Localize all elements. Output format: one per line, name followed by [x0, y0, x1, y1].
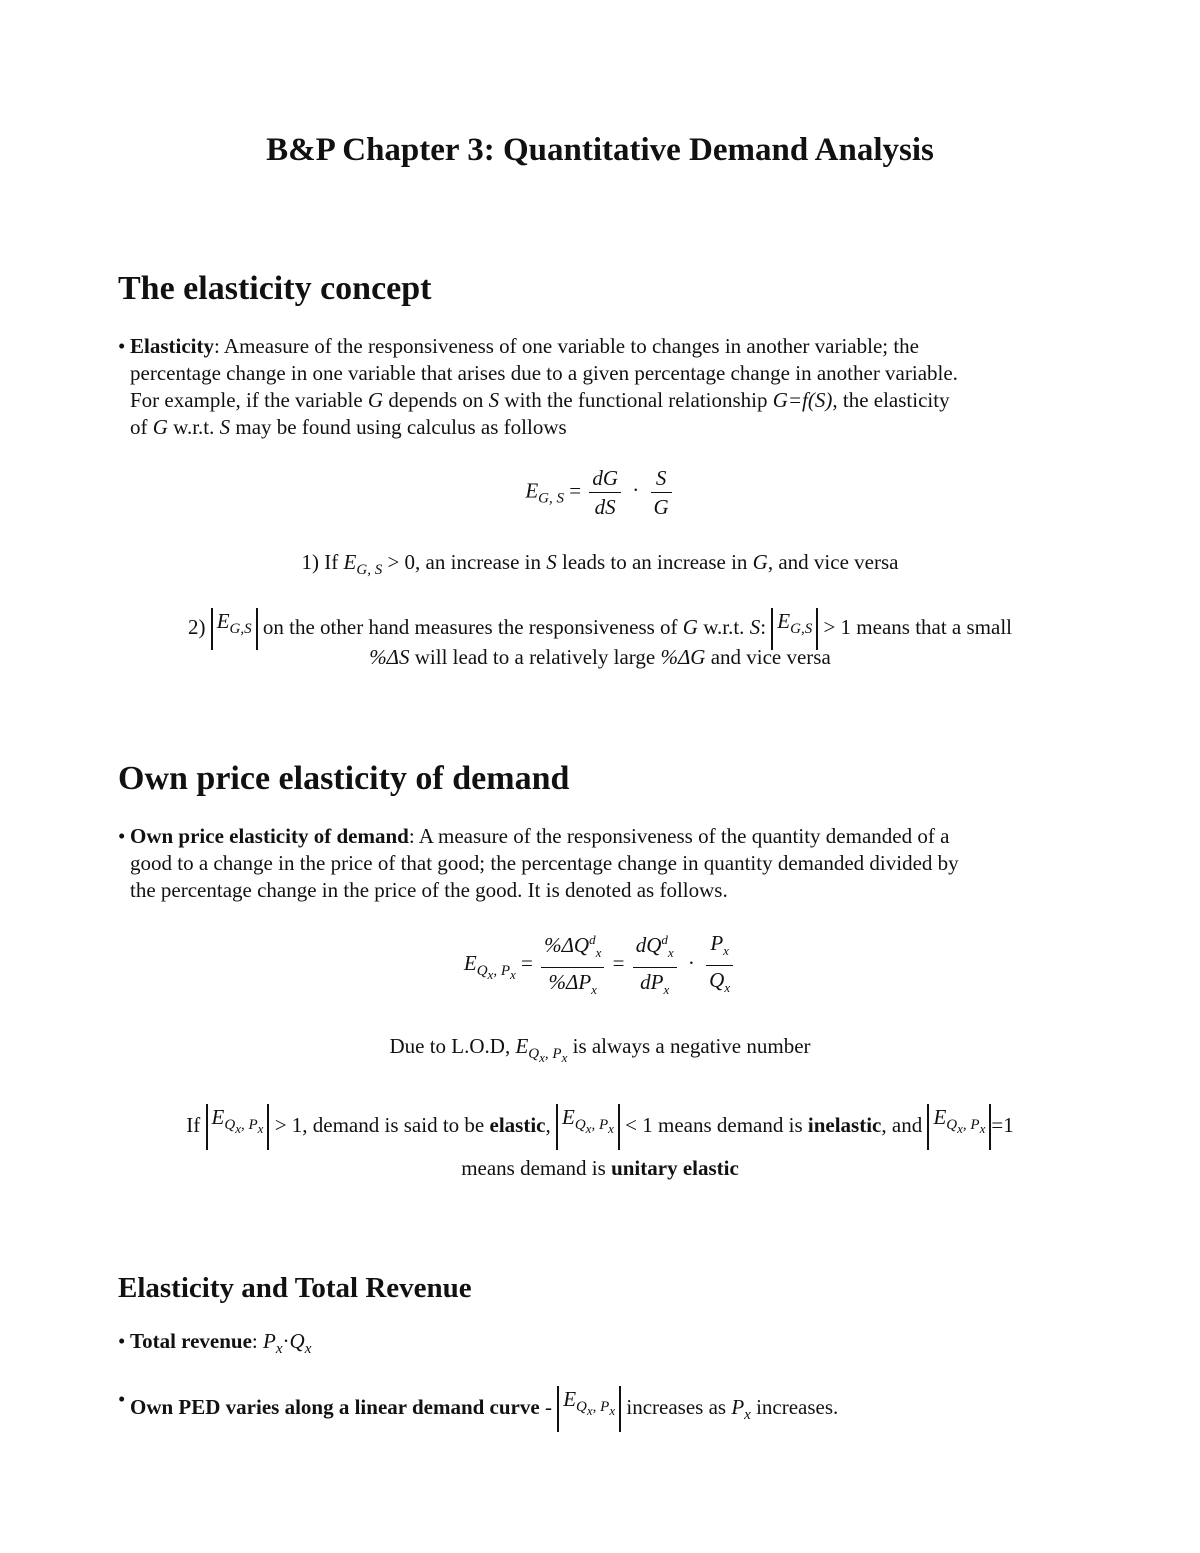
definition-line-1: Own price elasticity of demand: A measure of the responsiveness of the quantity demanded of a — [130, 824, 950, 848]
definition-line-2: percentage change in one variable that arises due to a given percentage change in another variable. — [130, 361, 958, 385]
point-2-line-2: %ΔS will lead to a relatively large %ΔG and vice versa — [369, 645, 831, 669]
abs-own-price-elasticity: $E_{Q_x, P_x}$ — [206, 1104, 270, 1150]
elasticity-classification-line-1: If $E_{Q_x, P_x} > 1$, demand is said to be elastic, $E_{Q_x, P_x} < 1$ means demand is inelastic, and $E_{Q_x, P_x} =1$ — [0, 1104, 1200, 1150]
elasticity-definition — [118, 333, 1088, 441]
total-revenue-bullet: • Total revenue: $P_x\cdot Q_x$ — [118, 1329, 312, 1358]
abs-own-price-elasticity: $E_{Q_x, P_x}$ — [556, 1104, 620, 1150]
fraction-percent-change: $\frac{\%\Delta Q^d_x}{\%\Delta P_x}$ — [541, 928, 604, 1002]
point-2-line-1: 2) $E_{G,S}$ on the other hand measures the responsiveness of G w.r.t. S: $E_{G,S} > 1$ means that a small — [0, 608, 1200, 650]
section-heading-elasticity-concept: The elasticity concept — [118, 270, 432, 307]
definition-line-3: the percentage change in the price of the good. It is denoted as follows. — [130, 878, 728, 902]
bullet: • — [118, 334, 126, 358]
own-ped-bullet: • Own PED varies along a linear demand curve - $E_{Q_x, P_x}$ increases as $P_x$ increases. — [118, 1386, 1088, 1432]
fraction-S-G: $\frac{S}{G}$ — [651, 466, 672, 519]
elasticity-classification-line-2: means demand is unitary elastic — [461, 1156, 739, 1180]
own-price-formula: $E_{Q_x, P_x}$ = $\frac{\%\Delta Q^d_x}{\%\Delta P_x}$ = $\frac{dQ^d_x}{dP_x}$ · $\frac{P_x}{Q_x}$ — [0, 928, 1200, 1002]
fraction-price-quantity: $\frac{P_x}{Q_x}$ — [706, 931, 733, 1000]
definition-line-4: of G w.r.t. S may be found using calculus as follows — [130, 415, 567, 439]
fraction-dG-dS: $\frac{dG}{dS}$ — [589, 466, 621, 519]
bullet: • — [118, 824, 126, 848]
functional-relationship: G=f(S) — [772, 388, 833, 412]
point-1: 1) If $E_{G, S} > 0$, an increase in S leads to an increase in G, and vice versa — [301, 550, 899, 579]
definition-line-2: good to a change in the price of that good; the percentage change in quantity demanded divided by — [130, 851, 959, 875]
elasticity-formula: $E_{G, S}$ = $\frac{dG}{dS}$ · $\frac{S}{G}$ — [0, 466, 1200, 519]
bullet: • — [118, 1387, 126, 1411]
bullet: • — [118, 1329, 126, 1353]
own-price-definition — [118, 823, 1088, 904]
section-heading-total-revenue: Elasticity and Total Revenue — [118, 1272, 472, 1304]
abs-own-price-elasticity: $E_{Q_x, P_x}$ — [557, 1386, 621, 1432]
lod-statement: Due to L.O.D, $E_{Q_x, P_x}$ is always a negative number — [389, 1034, 811, 1066]
term-own-price-elasticity: Own price elasticity of demand — [130, 824, 409, 848]
term-elasticity: Elasticity — [130, 334, 214, 358]
page-title: B&P Chapter 3: Quantitative Demand Analysis — [266, 132, 934, 168]
fraction-derivative: $\frac{dQ^d_x}{dP_x}$ — [633, 928, 677, 1002]
section-heading-own-price-elasticity: Own price elasticity of demand — [118, 760, 570, 797]
abs-elasticity: $E_{G,S}$ — [771, 608, 818, 650]
definition-line-1: Elasticity: Ameasure of the responsiveness of one variable to changes in another variable; the — [130, 334, 920, 358]
abs-elasticity: $E_{G,S}$ — [211, 608, 258, 650]
definition-line-3: For example, if the variable G depends on S with the functional relationship G=f(S), the elasticity — [130, 388, 950, 412]
abs-own-price-elasticity: $E_{Q_x, P_x}$ — [927, 1104, 991, 1150]
